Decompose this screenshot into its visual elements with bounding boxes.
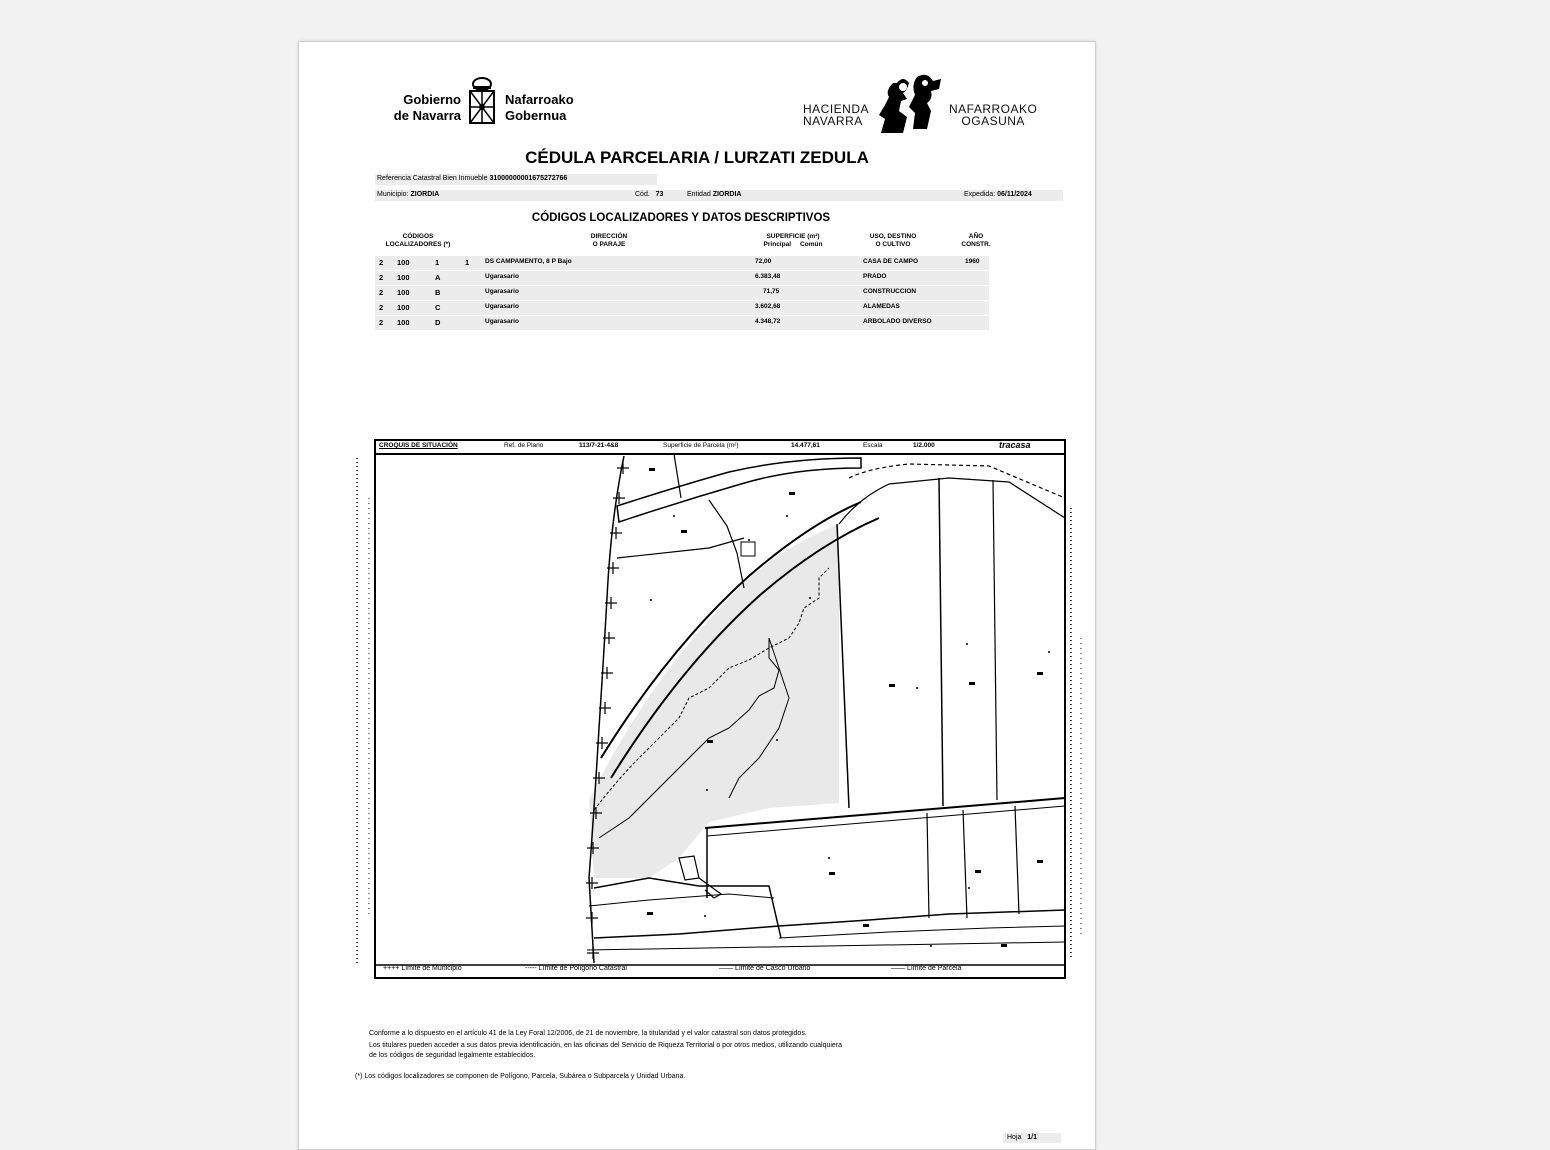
legend-label: Límite de Casco Urbano <box>734 965 811 972</box>
cell-uso: CASA DE CAMPO <box>863 258 919 265</box>
document-page <box>298 41 1096 1150</box>
footer-line1: Conforme a lo dispuesto en el artículo 41 de la Ley Foral 12/2006, de 21 de noviembre, la titularidad y el valor catastral son datos protegidos. <box>369 1030 807 1037</box>
plan-header-label: CROQUIS DE SITUACIÓN <box>379 442 458 449</box>
logo-line: Nafarroako <box>505 92 574 107</box>
header-direccion <box>569 233 649 249</box>
cell-principal: 3.602,68 <box>755 303 781 310</box>
navarra-coat-of-arms-icon <box>467 76 497 128</box>
cell-pol: 2 <box>379 318 384 327</box>
plan-ref-value: 113/7-21-4&8 <box>579 442 619 449</box>
cell-dir: Ugarasario <box>485 303 519 310</box>
municipio-label: Municipio <box>377 191 407 198</box>
cadastral-plan-map <box>349 438 1089 983</box>
cell-pol: 2 <box>379 303 384 312</box>
cell-uso: CONSTRUCCION <box>863 288 917 295</box>
tracasa-brand: tracasa <box>999 440 1031 450</box>
cod-label: Cód. <box>635 191 650 198</box>
logo-line: Gobierno <box>403 92 461 107</box>
entidad-field <box>687 191 741 198</box>
table-row <box>375 301 989 315</box>
cell-sub: D <box>435 318 441 327</box>
header-anio <box>949 233 1003 249</box>
cell-dir: DS CAMPAMENTO, 8 P Bajo <box>485 258 572 265</box>
cell-uso: ALAMEDAS <box>863 303 900 310</box>
header-line: USO, DESTINO <box>869 233 917 240</box>
cell-par: 100 <box>397 318 410 327</box>
header-superficie <box>745 233 841 249</box>
header-line: O CULTIVO <box>875 241 911 248</box>
entidad-value: ZIORDIA <box>712 191 742 198</box>
plan-escala-value: 1/2.000 <box>913 442 935 449</box>
plan-superficie-label: Superficie de Parcela (m²) <box>663 442 739 449</box>
gobierno-navarra-text-es <box>375 92 461 124</box>
legend-label: Límite de Parcela <box>906 965 962 972</box>
legend-label: Límite de Municipio <box>401 965 462 972</box>
legend-symbol: ----- <box>525 965 537 972</box>
footer-note: (*) Los códigos localizadores se componen de Polígono, Parcela, Subárea o Subparcela y Unidad Urbana. <box>355 1073 686 1080</box>
cell-principal: 4.348,72 <box>755 318 781 325</box>
cell-par: 100 <box>397 303 410 312</box>
logo-line: de Navarra <box>393 108 461 123</box>
logo-line: NAFARROAKO <box>949 102 1038 116</box>
hacienda-navarra-text-eu <box>949 103 1037 127</box>
plan-ref-label: Ref. de Plano <box>504 442 544 449</box>
legend-item <box>891 965 961 972</box>
cell-sub: 1 <box>435 258 440 267</box>
table-row <box>375 316 989 330</box>
legend-item <box>525 965 627 972</box>
hacienda-navarra-text-es <box>803 103 869 127</box>
footer-line2: Los titulares pueden acceder a sus datos previa identificación, en las oficinas del Servicio de Riqueza Territorial o por otros medios, utilizando cualquiera <box>369 1042 843 1049</box>
legend-item <box>719 965 810 972</box>
cell-dir: Ugarasario <box>485 273 519 280</box>
logo-line: OGASUNA <box>961 114 1025 128</box>
header-principal: Principal <box>763 241 792 248</box>
footer-line3: de los códigos de seguridad legalmente establecidos. <box>369 1052 536 1059</box>
logo-line: Gobernua <box>505 108 567 123</box>
cell-uso: ARBOLADO DIVERSO <box>863 318 932 325</box>
cell-uso: PRADO <box>863 273 887 280</box>
section-title: CÓDIGOS LOCALIZADORES Y DATOS DESCRIPTIVOS <box>531 212 831 224</box>
hacienda-figures-logo-icon <box>877 73 947 133</box>
header-line <box>745 241 841 249</box>
expedido-value: 06/11/2024 <box>997 191 1032 198</box>
cell-par: 100 <box>397 258 410 267</box>
gobierno-navarra-text-eu <box>505 92 574 124</box>
header-uso <box>855 233 931 249</box>
header-line: SUPERFICIE (m²) <box>766 233 820 240</box>
reference-value: 31000000001675272766 <box>489 175 568 182</box>
cell-pol: 2 <box>379 258 384 267</box>
cell-pol: 2 <box>379 288 384 297</box>
municipio-value: ZIORDIA <box>410 191 440 198</box>
cell-anio: 1960 <box>965 258 980 265</box>
header-line: CONSTR. <box>961 241 991 248</box>
expedido-field: Expedida: 06/11/2024 <box>964 191 1032 198</box>
reference-label: Referencia Catastral Bien Inmueble <box>377 175 488 182</box>
legend-label: Límite de Polígono Catastral <box>538 965 627 972</box>
table-row <box>375 271 989 285</box>
header-codigos <box>383 233 453 249</box>
cell-pol: 2 <box>379 273 384 282</box>
cell-uu: 1 <box>465 258 470 267</box>
municipio-field: Municipio: ZIORDIA <box>377 191 440 198</box>
entidad-label: Entidad <box>687 191 711 198</box>
cell-sub: B <box>435 288 441 297</box>
cod-value: 73 <box>655 191 664 198</box>
logo-line: NAVARRA <box>803 114 863 128</box>
cod-field <box>635 191 663 198</box>
page-label: Hoja <box>1007 1134 1022 1141</box>
cell-sub: C <box>435 303 441 312</box>
page-value: 1/1 <box>1027 1134 1037 1141</box>
logo-line: HACIENDA <box>803 102 870 116</box>
document-title: CÉDULA PARCELARIA / LURZATI ZEDULA <box>525 148 869 167</box>
table-row <box>375 256 989 270</box>
cell-par: 100 <box>397 273 410 282</box>
header-line: O PARAJE <box>592 241 626 248</box>
header-line: AÑO <box>968 233 984 240</box>
plan-escala-label: Escala <box>863 442 883 449</box>
legend-symbol: ++++ <box>383 965 400 972</box>
header-line: DIRECCIÓN <box>590 233 628 240</box>
cell-dir: Ugarasario <box>485 318 519 325</box>
table-row <box>375 286 989 300</box>
cell-principal: 72,00 <box>755 258 772 265</box>
plan-superficie-value: 14.477,61 <box>791 442 820 449</box>
cell-principal: 6.383,48 <box>755 273 781 280</box>
header-line: CÓDIGOS <box>402 233 434 240</box>
cell-principal: 71,75 <box>763 288 780 295</box>
legend-symbol: —— <box>891 965 905 972</box>
cell-sub: A <box>435 273 441 282</box>
legend-symbol: —— <box>719 965 733 972</box>
expedido-label: Expedida <box>964 191 994 198</box>
reference-line <box>377 175 567 182</box>
header-line: LOCALIZADORES (*) <box>385 241 451 248</box>
page-number <box>1007 1134 1037 1141</box>
legend-item <box>383 965 462 972</box>
cell-dir: Ugarasario <box>485 288 519 295</box>
cell-par: 100 <box>397 288 410 297</box>
header-comun: Común <box>800 241 823 248</box>
